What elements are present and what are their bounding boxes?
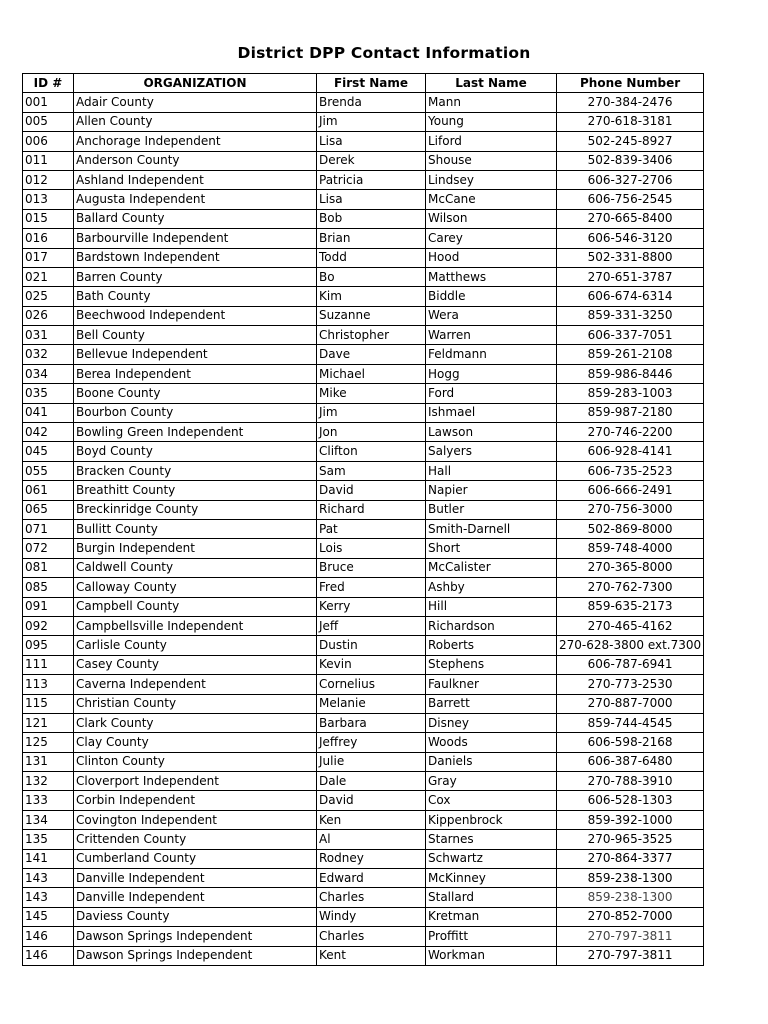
cell-last-name: Warren: [426, 326, 557, 345]
cell-phone-number: 270-618-3181: [557, 112, 704, 131]
table-row: [23, 229, 704, 248]
table-row: [23, 461, 704, 480]
cell-phone-number: 502-245-8927: [557, 132, 704, 151]
table-row: [23, 170, 704, 189]
cell-first-name: Suzanne: [317, 306, 426, 325]
cell-organization: Boyd County: [74, 442, 317, 461]
cell-first-name: Cornelius: [317, 675, 426, 694]
cell-organization: Bellevue Independent: [74, 345, 317, 364]
cell-id: 006: [23, 132, 74, 151]
cell-organization: Bowling Green Independent: [74, 423, 317, 442]
cell-id: 125: [23, 733, 74, 752]
table-row: [23, 578, 704, 597]
cell-first-name: Kim: [317, 287, 426, 306]
cell-phone-number: 270-797-3811: [557, 927, 704, 946]
cell-organization: Cumberland County: [74, 849, 317, 868]
cell-first-name: Lois: [317, 539, 426, 558]
cell-organization: Danville Independent: [74, 888, 317, 907]
page-title: District DPP Contact Information: [237, 44, 531, 62]
table-row: [23, 345, 704, 364]
table-row: [23, 907, 704, 926]
cell-id: 092: [23, 616, 74, 635]
cell-id: 016: [23, 229, 74, 248]
cell-id: 061: [23, 481, 74, 500]
cell-last-name: Hogg: [426, 364, 557, 383]
cell-organization: Bracken County: [74, 461, 317, 480]
header-first-name: First Name: [317, 74, 426, 93]
cell-first-name: Bo: [317, 267, 426, 286]
cell-first-name: Bob: [317, 209, 426, 228]
cell-phone-number: 859-986-8446: [557, 364, 704, 383]
table-row: [23, 364, 704, 383]
cell-last-name: Stallard: [426, 888, 557, 907]
cell-first-name: Jim: [317, 403, 426, 422]
cell-last-name: McKinney: [426, 869, 557, 888]
cell-phone-number: 859-261-2108: [557, 345, 704, 364]
cell-first-name: Dustin: [317, 636, 426, 655]
cell-phone-number: 606-528-1303: [557, 791, 704, 810]
cell-organization: Barren County: [74, 267, 317, 286]
cell-first-name: Charles: [317, 927, 426, 946]
cell-first-name: Bruce: [317, 558, 426, 577]
cell-organization: Ballard County: [74, 209, 317, 228]
cell-last-name: Ford: [426, 384, 557, 403]
cell-phone-number: 270-651-3787: [557, 267, 704, 286]
cell-id: 021: [23, 267, 74, 286]
cell-organization: Clay County: [74, 733, 317, 752]
cell-phone-number: 270-788-3910: [557, 772, 704, 791]
cell-last-name: Hall: [426, 461, 557, 480]
cell-organization: Corbin Independent: [74, 791, 317, 810]
cell-id: 113: [23, 675, 74, 694]
cell-first-name: Christopher: [317, 326, 426, 345]
cell-id: 145: [23, 907, 74, 926]
cell-phone-number: 270-365-8000: [557, 558, 704, 577]
header-id: ID #: [23, 74, 74, 93]
cell-first-name: Brenda: [317, 93, 426, 112]
cell-id: 143: [23, 869, 74, 888]
cell-id: 025: [23, 287, 74, 306]
cell-id: 001: [23, 93, 74, 112]
table-row: [23, 849, 704, 868]
cell-last-name: Woods: [426, 733, 557, 752]
cell-phone-number: 270-756-3000: [557, 500, 704, 519]
cell-last-name: Workman: [426, 946, 557, 965]
table-row: [23, 519, 704, 538]
cell-organization: Danville Independent: [74, 869, 317, 888]
cell-last-name: Schwartz: [426, 849, 557, 868]
cell-organization: Daviess County: [74, 907, 317, 926]
cell-id: 134: [23, 810, 74, 829]
cell-phone-number: 606-928-4141: [557, 442, 704, 461]
table-row: [23, 810, 704, 829]
cell-organization: Cloverport Independent: [74, 772, 317, 791]
cell-first-name: David: [317, 481, 426, 500]
table-row: [23, 888, 704, 907]
cell-organization: Anderson County: [74, 151, 317, 170]
cell-first-name: Clifton: [317, 442, 426, 461]
cell-organization: Bullitt County: [74, 519, 317, 538]
table-row: [23, 209, 704, 228]
table-row: [23, 384, 704, 403]
cell-organization: Clark County: [74, 713, 317, 732]
table-row: [23, 112, 704, 131]
cell-id: 121: [23, 713, 74, 732]
table-row: [23, 267, 704, 286]
cell-last-name: McCalister: [426, 558, 557, 577]
cell-last-name: Smith-Darnell: [426, 519, 557, 538]
cell-organization: Crittenden County: [74, 830, 317, 849]
cell-organization: Bourbon County: [74, 403, 317, 422]
cell-phone-number: 502-869-8000: [557, 519, 704, 538]
cell-id: 017: [23, 248, 74, 267]
cell-last-name: Barrett: [426, 694, 557, 713]
cell-id: 045: [23, 442, 74, 461]
table-row: [23, 403, 704, 422]
cell-organization: Caldwell County: [74, 558, 317, 577]
cell-organization: Burgin Independent: [74, 539, 317, 558]
cell-first-name: Sam: [317, 461, 426, 480]
cell-organization: Bath County: [74, 287, 317, 306]
cell-last-name: Wera: [426, 306, 557, 325]
cell-organization: Allen County: [74, 112, 317, 131]
cell-first-name: Melanie: [317, 694, 426, 713]
table-row: [23, 752, 704, 771]
table-row: [23, 558, 704, 577]
cell-organization: Barbourville Independent: [74, 229, 317, 248]
cell-phone-number: 270-628-3800 ext.7300: [557, 636, 704, 655]
cell-id: 115: [23, 694, 74, 713]
cell-first-name: Pat: [317, 519, 426, 538]
cell-last-name: Lawson: [426, 423, 557, 442]
cell-organization: Augusta Independent: [74, 190, 317, 209]
cell-phone-number: 270-762-7300: [557, 578, 704, 597]
table-row: [23, 830, 704, 849]
cell-last-name: Ashby: [426, 578, 557, 597]
cell-last-name: Shouse: [426, 151, 557, 170]
table-row: [23, 423, 704, 442]
table-row: [23, 713, 704, 732]
table-row: [23, 287, 704, 306]
cell-organization: Caverna Independent: [74, 675, 317, 694]
cell-organization: Beechwood Independent: [74, 306, 317, 325]
cell-id: 133: [23, 791, 74, 810]
cell-phone-number: 859-238-1300: [557, 888, 704, 907]
cell-id: 035: [23, 384, 74, 403]
table-row: [23, 655, 704, 674]
cell-id: 026: [23, 306, 74, 325]
table-row: [23, 694, 704, 713]
cell-last-name: Starnes: [426, 830, 557, 849]
table-row: [23, 306, 704, 325]
table-row: [23, 442, 704, 461]
cell-last-name: Cox: [426, 791, 557, 810]
cell-first-name: Kerry: [317, 597, 426, 616]
cell-id: 146: [23, 927, 74, 946]
cell-organization: Dawson Springs Independent: [74, 927, 317, 946]
cell-phone-number: 859-283-1003: [557, 384, 704, 403]
cell-last-name: Butler: [426, 500, 557, 519]
cell-first-name: David: [317, 791, 426, 810]
cell-first-name: Lisa: [317, 190, 426, 209]
cell-id: 072: [23, 539, 74, 558]
cell-phone-number: 859-635-2173: [557, 597, 704, 616]
cell-id: 132: [23, 772, 74, 791]
table-row: [23, 481, 704, 500]
cell-phone-number: 270-864-3377: [557, 849, 704, 868]
cell-phone-number: 606-735-2523: [557, 461, 704, 480]
table-row: [23, 946, 704, 965]
cell-last-name: Richardson: [426, 616, 557, 635]
cell-phone-number: 859-331-3250: [557, 306, 704, 325]
table-row: [23, 733, 704, 752]
cell-id: 041: [23, 403, 74, 422]
cell-id: 031: [23, 326, 74, 345]
cell-organization: Adair County: [74, 93, 317, 112]
cell-organization: Christian County: [74, 694, 317, 713]
cell-phone-number: 270-965-3525: [557, 830, 704, 849]
cell-first-name: Dave: [317, 345, 426, 364]
cell-phone-number: 270-384-2476: [557, 93, 704, 112]
cell-organization: Campbell County: [74, 597, 317, 616]
cell-id: 042: [23, 423, 74, 442]
cell-id: 032: [23, 345, 74, 364]
table-row: [23, 500, 704, 519]
cell-first-name: Kent: [317, 946, 426, 965]
cell-last-name: Feldmann: [426, 345, 557, 364]
cell-last-name: Wilson: [426, 209, 557, 228]
cell-first-name: Richard: [317, 500, 426, 519]
cell-id: 146: [23, 946, 74, 965]
cell-first-name: Patricia: [317, 170, 426, 189]
cell-first-name: Mike: [317, 384, 426, 403]
cell-last-name: Proffitt: [426, 927, 557, 946]
cell-phone-number: 859-748-4000: [557, 539, 704, 558]
cell-organization: Breathitt County: [74, 481, 317, 500]
table-row: [23, 132, 704, 151]
cell-last-name: Disney: [426, 713, 557, 732]
cell-first-name: Al: [317, 830, 426, 849]
cell-phone-number: 859-238-1300: [557, 869, 704, 888]
cell-first-name: Ken: [317, 810, 426, 829]
cell-id: 111: [23, 655, 74, 674]
cell-phone-number: 270-773-2530: [557, 675, 704, 694]
cell-last-name: Young: [426, 112, 557, 131]
cell-organization: Casey County: [74, 655, 317, 674]
cell-phone-number: 859-744-4545: [557, 713, 704, 732]
cell-phone-number: 270-665-8400: [557, 209, 704, 228]
cell-id: 135: [23, 830, 74, 849]
cell-last-name: Napier: [426, 481, 557, 500]
cell-last-name: Roberts: [426, 636, 557, 655]
cell-first-name: Todd: [317, 248, 426, 267]
cell-first-name: Kevin: [317, 655, 426, 674]
cell-phone-number: 270-797-3811: [557, 946, 704, 965]
cell-id: 012: [23, 170, 74, 189]
cell-phone-number: 859-987-2180: [557, 403, 704, 422]
cell-id: 085: [23, 578, 74, 597]
cell-last-name: Hood: [426, 248, 557, 267]
cell-first-name: Edward: [317, 869, 426, 888]
cell-phone-number: 606-674-6314: [557, 287, 704, 306]
table-row: [23, 616, 704, 635]
cell-phone-number: 270-746-2200: [557, 423, 704, 442]
cell-phone-number: 270-887-7000: [557, 694, 704, 713]
cell-phone-number: 606-546-3120: [557, 229, 704, 248]
cell-first-name: Charles: [317, 888, 426, 907]
cell-last-name: Hill: [426, 597, 557, 616]
cell-id: 034: [23, 364, 74, 383]
cell-organization: Breckinridge County: [74, 500, 317, 519]
cell-organization: Ashland Independent: [74, 170, 317, 189]
cell-organization: Covington Independent: [74, 810, 317, 829]
cell-first-name: Julie: [317, 752, 426, 771]
cell-organization: Bell County: [74, 326, 317, 345]
cell-phone-number: 270-465-4162: [557, 616, 704, 635]
cell-organization: Campbellsville Independent: [74, 616, 317, 635]
cell-phone-number: 270-852-7000: [557, 907, 704, 926]
cell-id: 065: [23, 500, 74, 519]
table-row: [23, 93, 704, 112]
cell-last-name: Stephens: [426, 655, 557, 674]
cell-last-name: Mann: [426, 93, 557, 112]
cell-id: 131: [23, 752, 74, 771]
cell-id: 141: [23, 849, 74, 868]
table-row: [23, 927, 704, 946]
cell-last-name: Liford: [426, 132, 557, 151]
table-row: [23, 791, 704, 810]
cell-phone-number: 502-839-3406: [557, 151, 704, 170]
cell-phone-number: 606-598-2168: [557, 733, 704, 752]
cell-last-name: Ishmael: [426, 403, 557, 422]
cell-phone-number: 859-392-1000: [557, 810, 704, 829]
cell-phone-number: 606-387-6480: [557, 752, 704, 771]
cell-id: 005: [23, 112, 74, 131]
cell-id: 013: [23, 190, 74, 209]
cell-first-name: Barbara: [317, 713, 426, 732]
cell-phone-number: 606-666-2491: [557, 481, 704, 500]
cell-id: 143: [23, 888, 74, 907]
cell-first-name: Michael: [317, 364, 426, 383]
cell-last-name: Daniels: [426, 752, 557, 771]
cell-last-name: Gray: [426, 772, 557, 791]
header-last-name: Last Name: [426, 74, 557, 93]
cell-last-name: Salyers: [426, 442, 557, 461]
cell-last-name: McCane: [426, 190, 557, 209]
cell-first-name: Windy: [317, 907, 426, 926]
cell-last-name: Faulkner: [426, 675, 557, 694]
cell-last-name: Short: [426, 539, 557, 558]
cell-phone-number: 502-331-8800: [557, 248, 704, 267]
cell-first-name: Fred: [317, 578, 426, 597]
cell-id: 081: [23, 558, 74, 577]
cell-first-name: Dale: [317, 772, 426, 791]
header-phone-number: Phone Number: [557, 74, 704, 93]
cell-last-name: Lindsey: [426, 170, 557, 189]
cell-last-name: Kretman: [426, 907, 557, 926]
table-row: [23, 772, 704, 791]
table-row: [23, 190, 704, 209]
cell-id: 011: [23, 151, 74, 170]
cell-organization: Anchorage Independent: [74, 132, 317, 151]
cell-last-name: Matthews: [426, 267, 557, 286]
table-row: [23, 539, 704, 558]
cell-first-name: Brian: [317, 229, 426, 248]
cell-organization: Dawson Springs Independent: [74, 946, 317, 965]
cell-first-name: Jeff: [317, 616, 426, 635]
cell-id: 071: [23, 519, 74, 538]
cell-organization: Clinton County: [74, 752, 317, 771]
table-row: [23, 326, 704, 345]
table-row: [23, 597, 704, 616]
cell-first-name: Derek: [317, 151, 426, 170]
cell-last-name: Kippenbrock: [426, 810, 557, 829]
header-row: [23, 74, 704, 93]
cell-organization: Carlisle County: [74, 636, 317, 655]
cell-first-name: Jim: [317, 112, 426, 131]
cell-organization: Calloway County: [74, 578, 317, 597]
cell-id: 015: [23, 209, 74, 228]
cell-phone-number: 606-787-6941: [557, 655, 704, 674]
cell-first-name: Jeffrey: [317, 733, 426, 752]
cell-phone-number: 606-327-2706: [557, 170, 704, 189]
cell-id: 091: [23, 597, 74, 616]
cell-last-name: Carey: [426, 229, 557, 248]
cell-id: 095: [23, 636, 74, 655]
header-organization: ORGANIZATION: [74, 74, 317, 93]
table-row: [23, 248, 704, 267]
table-row: [23, 869, 704, 888]
table-row: [23, 636, 704, 655]
table-row: [23, 675, 704, 694]
cell-organization: Boone County: [74, 384, 317, 403]
cell-organization: Berea Independent: [74, 364, 317, 383]
cell-first-name: Lisa: [317, 132, 426, 151]
cell-phone-number: 606-756-2545: [557, 190, 704, 209]
cell-last-name: Biddle: [426, 287, 557, 306]
cell-id: 055: [23, 461, 74, 480]
table-row: [23, 151, 704, 170]
table-body: [23, 93, 704, 966]
cell-first-name: Rodney: [317, 849, 426, 868]
cell-organization: Bardstown Independent: [74, 248, 317, 267]
cell-first-name: Jon: [317, 423, 426, 442]
contact-table: [22, 73, 704, 966]
cell-phone-number: 606-337-7051: [557, 326, 704, 345]
